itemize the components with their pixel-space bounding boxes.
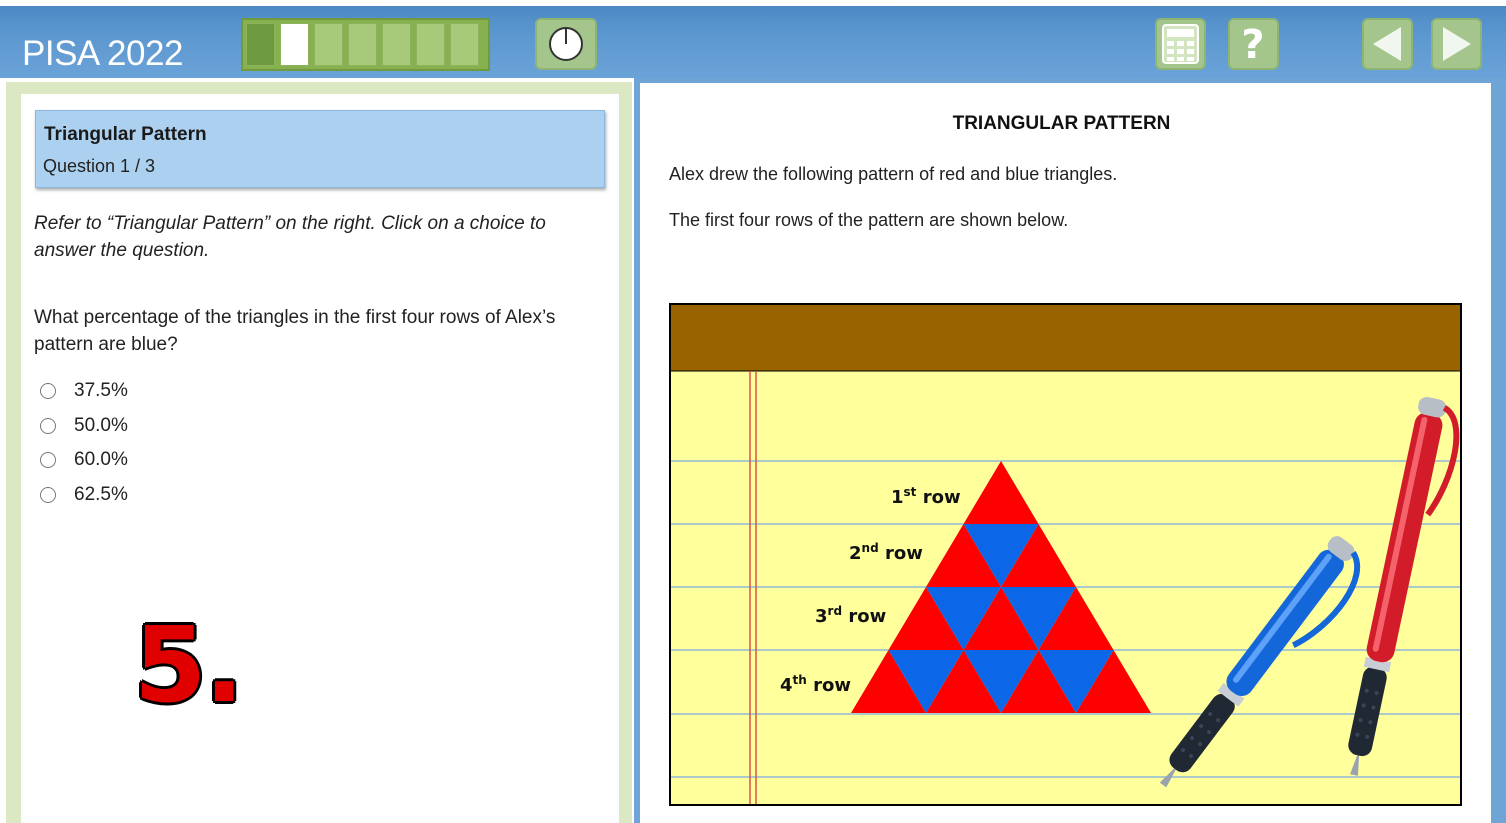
stimulus-paragraph: Alex drew the following pattern of red and blue triangles. (669, 164, 1118, 184)
option-label: 50.0% (74, 415, 128, 436)
unit-header (35, 110, 605, 188)
timer-icon (537, 20, 595, 68)
svg-text:?: ? (1241, 22, 1265, 68)
calculator-button[interactable] (1155, 18, 1206, 70)
stimulus-panel (634, 78, 1506, 823)
back-arrow-icon (1364, 20, 1411, 68)
question-panel-content (21, 94, 619, 823)
stimulus-title-text: TRIANGULAR PATTERN (952, 113, 1171, 134)
progress-segment (416, 23, 445, 66)
progress-segment (314, 23, 343, 66)
answer-option-2[interactable] (40, 413, 240, 439)
row-label-4: 4th row (780, 673, 851, 696)
overlay-number: 5. (134, 604, 242, 726)
top-toolbar (0, 6, 1506, 78)
question-number: Question 1 / 3 (43, 156, 156, 176)
progress-segment-current (280, 23, 309, 66)
question-text: What percentage of the triangles in the first four rows of Alex’s pattern are blue? (34, 307, 556, 355)
answer-option-3[interactable] (40, 447, 240, 473)
row-label-3: 3rd row (815, 604, 887, 627)
progress-segment (348, 23, 377, 66)
calculator-icon (1157, 20, 1204, 68)
option-label: 62.5% (74, 484, 128, 505)
blue-pen-icon (1152, 533, 1374, 804)
stimulus-paragraph: The first four rows of the pattern are shown below. (669, 210, 1069, 230)
timer-button[interactable] (535, 18, 597, 70)
help-icon (1230, 20, 1277, 68)
progress-segment (246, 23, 275, 66)
red-pen-icon (1340, 396, 1460, 782)
notebook-illustration (671, 305, 1460, 804)
stimulus-content (640, 83, 1491, 823)
stimulus-title (640, 113, 1491, 135)
unit-title: Triangular Pattern (44, 124, 207, 145)
triangle-pattern-figure (669, 303, 1462, 806)
next-arrow-icon (1433, 20, 1480, 68)
radio-button[interactable] (40, 452, 56, 468)
radio-button[interactable] (40, 418, 56, 434)
next-button[interactable] (1431, 18, 1482, 70)
question-panel (6, 82, 632, 823)
instructions-text: Refer to “Triangular Pattern” on the right. Click on a choice to answer the question. (34, 213, 546, 261)
back-button[interactable] (1362, 18, 1413, 70)
progress-segment (450, 23, 479, 66)
help-button[interactable] (1228, 18, 1279, 70)
option-label: 60.0% (74, 449, 128, 470)
row-label-1: 1st row (891, 485, 961, 508)
option-label: 37.5% (74, 380, 128, 401)
progress-segment (382, 23, 411, 66)
answer-option-1[interactable] (40, 378, 240, 404)
radio-button[interactable] (40, 487, 56, 503)
red-triangle (964, 461, 1039, 524)
notebook-header-strip (671, 305, 1460, 371)
progress-bar (241, 18, 490, 71)
radio-button[interactable] (40, 383, 56, 399)
app-title: PISA 2022 (22, 34, 183, 73)
answer-option-4[interactable] (40, 482, 240, 508)
row-label-2: 2nd row (849, 541, 923, 564)
